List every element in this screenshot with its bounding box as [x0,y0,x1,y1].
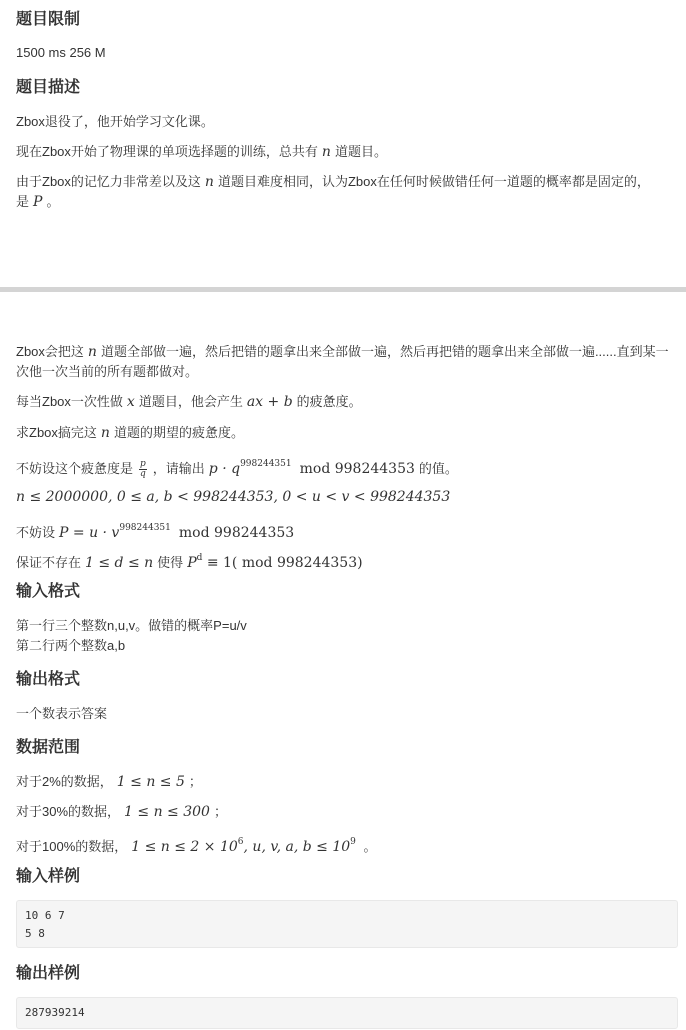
math-n: n [87,344,97,360]
math-base: P [187,555,197,571]
text: 保证不存在 [16,555,82,570]
math-n: n [204,174,214,190]
math-exponent: d [196,553,203,563]
math-n: n [321,144,331,160]
text: 的值。 [418,461,458,476]
input-format-line-1: 第一行三个整数n,u,v。做错的概率P=u/v [16,618,247,633]
text: 不妨设这个疲惫度是 [16,461,134,476]
math-exponent: 998244351 [119,523,171,533]
description-paragraph-3-line-2 [16,192,678,212]
sample-output-code-block[interactable] [16,997,678,1029]
description-paragraph-5 [16,392,678,412]
text: 是 [16,194,30,209]
math-range: 1 ≤ n ≤ 300 [124,804,210,820]
math-d-range: 1 ≤ d ≤ n [85,555,154,571]
text: 求Zbox搞完这 [16,425,97,440]
description-paragraph-7 [16,454,678,479]
sample-output-heading: 输出样例 [16,965,81,982]
math-P: P [33,194,43,210]
math-exponent: 9 [350,837,356,847]
math-exponent: 6 [237,837,244,847]
text: ； [188,774,202,789]
text: 使得 [157,555,184,570]
description-paragraph-4-line-2: 次他一次当前的所有题都做对。 [16,364,199,379]
description-paragraph-10 [16,548,678,573]
description-paragraph-2 [16,142,678,162]
fraction-numerator: p [140,459,146,470]
fraction-denominator: q [140,469,146,480]
math-p-q-power [205,461,296,477]
math-congruence: ≡ 1( mod 998244353) [206,555,363,571]
input-format-line-2: 第二行两个整数a,b [16,638,126,653]
text: 对于2%的数据， [16,774,113,789]
math-mod: mod 998244353 [299,461,415,477]
description-paragraph-1: Zbox退役了，他开始学习文化课。 [16,114,214,129]
math-range: 1 ≤ n ≤ 5 [116,774,185,790]
text: 每当Zbox一次性做 [16,394,123,409]
data-range-heading: 数据范围 [16,739,81,756]
description-paragraph-3-line-1 [16,172,678,192]
text: 道题目。 [334,144,387,159]
math-fraction-p-over-q [139,460,147,479]
text: 对于100%的数据， [16,839,128,854]
math-range [127,839,360,855]
data-range-line-1 [16,772,678,792]
description-paragraph-9 [16,518,678,543]
constraint-line [16,487,678,507]
limits-heading: 题目限制 [16,11,81,28]
text: 现在Zbox开始了物理课的单项选择题的训练，总共有 [16,144,318,159]
output-format-line-1: 一个数表示答案 [16,706,108,721]
description-heading: 题目描述 [16,79,81,96]
text: 。 [363,839,377,854]
text: 的疲惫度。 [296,394,362,409]
code-line: 5 8 [25,927,45,940]
text: 道题的期望的疲惫度。 [113,425,244,440]
math-part: , u, v, a, b ≤ 10 [243,839,351,855]
output-format-heading: 输出格式 [16,671,81,688]
math-ax-plus-b: ax + b [246,394,293,410]
math-part: 1 ≤ n ≤ 2 × 10 [131,839,238,855]
math-mod: mod 998244353 [178,525,295,541]
math-base: p · q [208,461,241,477]
input-format-heading: 输入格式 [16,583,81,600]
math-base: P = u · v [59,525,120,541]
text: Zbox会把这 [16,344,84,359]
limits-value: 1500 ms 256 M [16,45,106,60]
math-P-definition [55,525,175,541]
text: 道题目难度相同，认为Zbox在任何时候做错任何一道题的概率都是固定的， [217,174,650,189]
math-constraint: n ≤ 2000000, 0 ≤ a, b < 998244353, 0 < u < v < 998244353 [16,489,451,505]
section-divider [0,287,686,292]
sample-input-code-block[interactable] [16,900,678,948]
math-x: x [126,394,135,410]
description-paragraph-4-line-1 [16,342,678,362]
math-P-power-d [183,555,366,571]
code-line: 287939214 [25,1006,85,1019]
description-paragraph-6 [16,423,678,443]
math-n: n [100,425,110,441]
data-range-line-3 [16,832,678,857]
text: 。 [46,194,60,209]
text: 道题全部做一遍，然后把错的题拿出来全部做一遍，然后再把错的题拿出来全部做一遍......直到某一 [100,344,669,359]
math-exponent: 998244351 [240,459,292,469]
text: 道题目，他会产生 [138,394,243,409]
text: 对于30%的数据， [16,804,121,819]
code-line: 10 6 7 [25,909,65,922]
text: 不妨设 [16,525,56,540]
sample-input-heading: 输入样例 [16,868,81,885]
text: 由于Zbox的记忆力非常差以及这 [16,174,201,189]
data-range-line-2 [16,802,678,822]
text: ； [213,804,227,819]
text: ，请输出 [152,461,205,476]
